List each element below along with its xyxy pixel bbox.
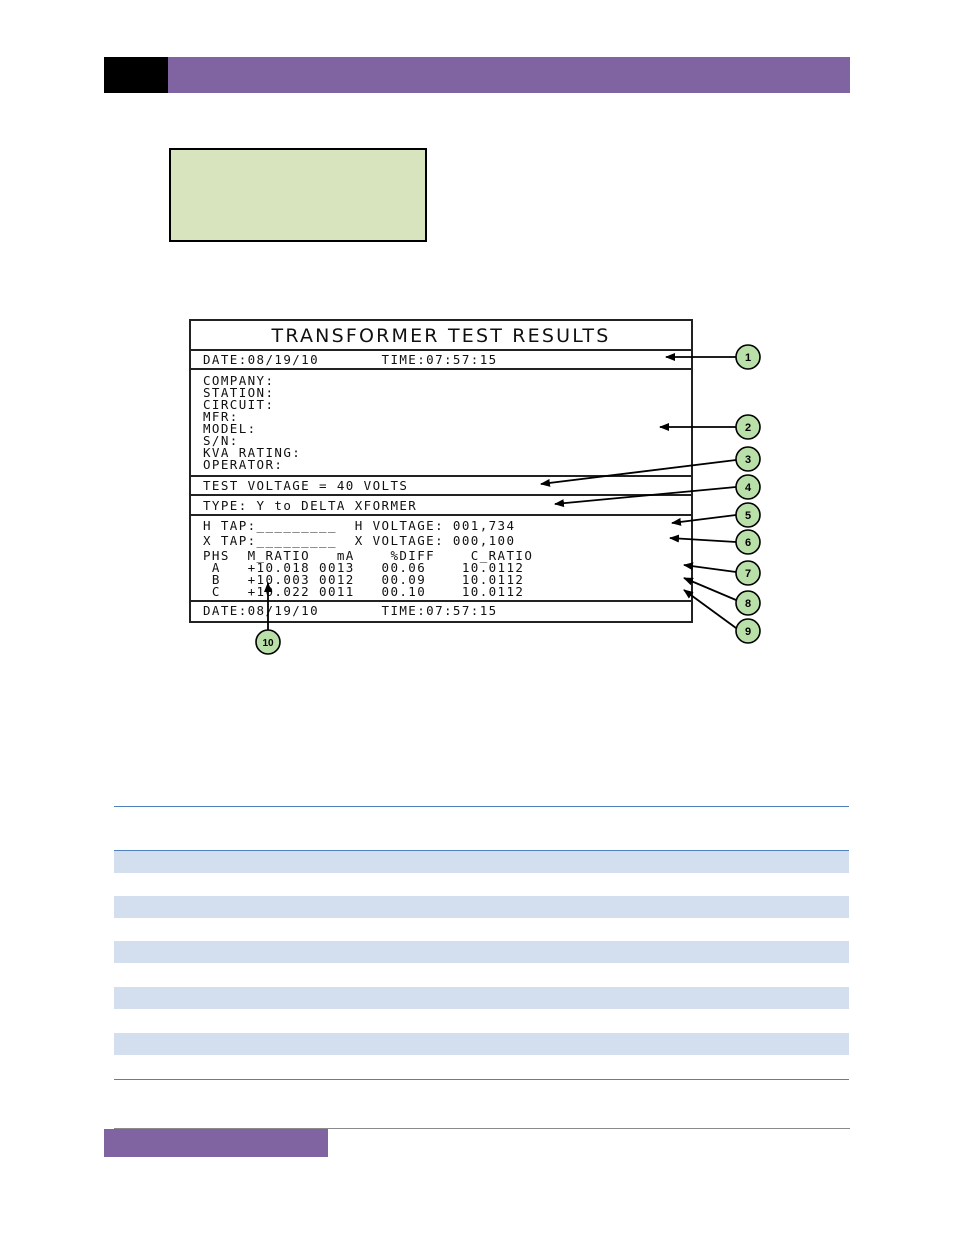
h-tap-line: H TAP:_________ H VOLTAGE: 001,734 xyxy=(203,518,516,533)
footer-bar xyxy=(104,1129,328,1157)
field-serial-number: S/N: xyxy=(203,433,239,448)
callout-label-6: 6 xyxy=(744,537,752,549)
table-row xyxy=(114,941,849,963)
callout-label-2: 2 xyxy=(744,422,752,434)
table-row xyxy=(114,851,849,873)
callout-label-1: 1 xyxy=(744,352,752,364)
results-row-phase-b: B +10.003 0012 00.09 10.0112 xyxy=(203,572,525,587)
table-bottom-rule xyxy=(114,1079,849,1080)
callout-arrow-7 xyxy=(684,565,736,572)
callout-label-8: 8 xyxy=(744,598,752,610)
field-kva-rating: KVA RATING: xyxy=(203,445,302,460)
table-row xyxy=(114,987,849,1009)
callout-label-5: 5 xyxy=(744,510,752,522)
printout-footer-date-line: DATE:08/19/10 TIME:07:57:15 xyxy=(203,603,498,618)
field-station: STATION: xyxy=(203,385,275,400)
table-row xyxy=(114,896,849,918)
xformer-type-line: TYPE: Y to DELTA XFORMER xyxy=(203,498,418,513)
callout-label-9: 9 xyxy=(744,626,752,638)
field-model: MODEL: xyxy=(203,421,257,436)
results-row-phase-a: A +10.018 0013 00.06 10.0112 xyxy=(203,560,525,575)
callout-label-4: 4 xyxy=(744,482,752,494)
field-circuit: CIRCUIT: xyxy=(203,397,275,412)
callout-arrow-5 xyxy=(672,515,736,523)
x-tap-line: X TAP:_________ X VOLTAGE: 000,100 xyxy=(203,533,516,548)
field-mfr: MFR: xyxy=(203,409,239,424)
printout-title: TRANSFORMER TEST RESULTS xyxy=(271,325,611,347)
test-voltage-line: TEST VOLTAGE = 40 VOLTS xyxy=(203,478,409,493)
callout-arrow-9 xyxy=(684,590,736,628)
results-column-header: PHS M_RATIO mA %DIFF C_RATIO xyxy=(203,548,534,563)
callout-arrow-3 xyxy=(541,460,736,484)
table-top-rule xyxy=(114,806,849,807)
field-operator: OPERATOR: xyxy=(203,457,284,472)
table-row xyxy=(114,1033,849,1055)
callout-arrow-4 xyxy=(555,487,736,504)
callout-label-7: 7 xyxy=(744,568,752,580)
callout-label-10: 10 xyxy=(262,638,274,649)
field-company: COMPANY: xyxy=(203,373,275,388)
callout-arrow-6 xyxy=(670,538,736,542)
printout-date-line: DATE:08/19/10 TIME:07:57:15 xyxy=(203,352,498,367)
results-row-phase-c: C +10.022 0011 00.10 10.0112 xyxy=(203,584,525,599)
callout-label-3: 3 xyxy=(744,454,752,466)
